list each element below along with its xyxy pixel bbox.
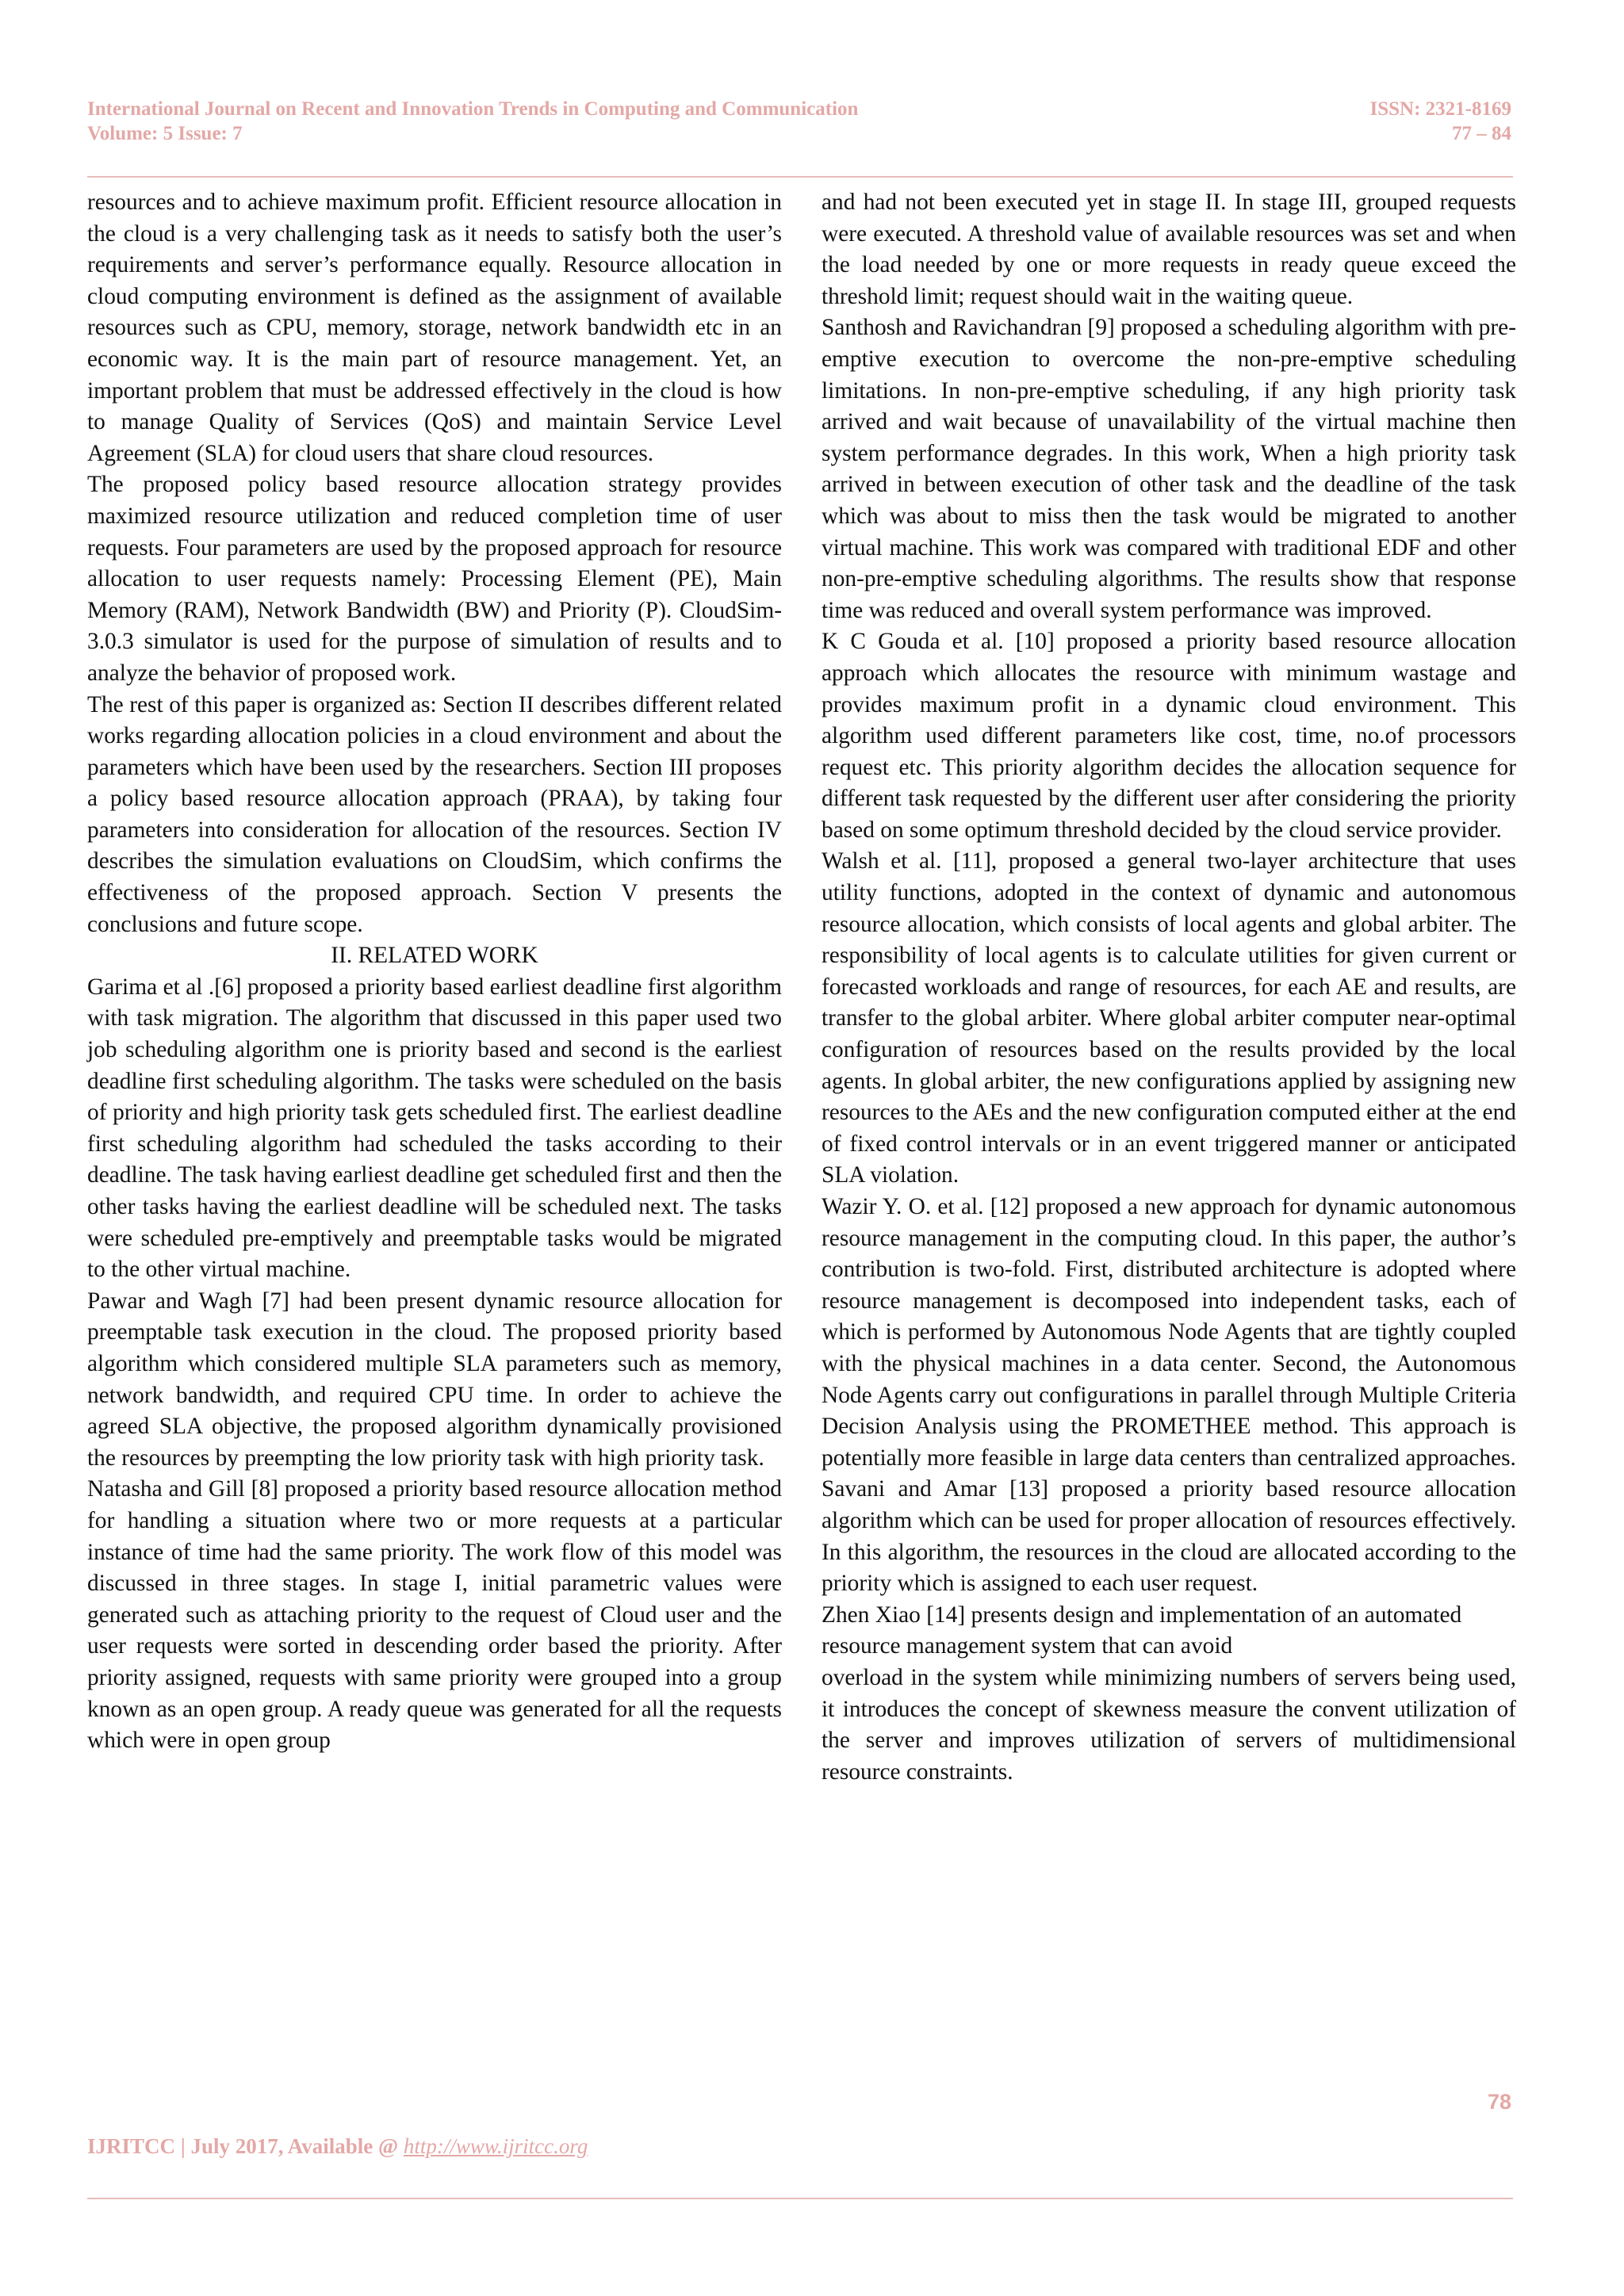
volume-issue: Volume: 5 Issue: 7 [87,123,243,144]
page-footer [87,2134,588,2159]
issn: ISSN: 2321-8169 [1369,98,1511,120]
left-column [87,187,782,1757]
paragraph: K C Gouda et al. [10] proposed a priority based resource allocation approach which allocates the resource with minimum wastage and provides maximum profit in a dynamic cloud environment. This algorithm used different parameters like cost, time, no.of processors request etc. This priority algorithm decides the allocation sequence for different task requested by the different user after considering the priority based on some optimum threshold decided by the cloud service provider. [822,629,1516,843]
header-left [87,97,858,146]
paragraph: Savani and Amar [13] proposed a priority based resource allocation algorithm which can be used for proper allocation of resources effectively. In this algorithm, the resources in the cloud are allocated according to the priority which is assigned to each user request. [822,1476,1516,1597]
footer-rule [87,2198,1513,2199]
footer-text: IJRITCC | July 2017, Available @ [87,2134,404,2158]
page-number: 78 [1487,2090,1511,2114]
paragraph: Walsh et al. [11], proposed a general two-layer architecture that uses utility functions, adopted in the context of dynamic and autonomous resource allocation, which consists of local agents and global arbiter. The responsibility of local agents is to calculate utilities for given current or forecasted workloads and range of resources, for each AE and results, are transfer to the global arbiter. Where global arbiter computer near-optimal configuration of resources based on the results provided by the local agents. In global arbiter, the new configurations applied by assigning new resources to the AEs and the new configuration computed either at the end of fixed control intervals or in an event triggered manner or anticipated SLA violation. [822,848,1516,1188]
paragraph: and had not been executed yet in stage II. In stage III, grouped requests were executed. A threshold value of available resources was set and when the load needed by one or more requests in ready queue exceed the threshold limit; request should wait in the waiting queue. [822,189,1516,309]
journal-link[interactable]: http://www.ijritcc.org [403,2134,588,2158]
paragraph: Garima et al .[6] proposed a priority based earliest deadline first algorithm with task migration. The algorithm that discussed in this paper used two job scheduling algorithm one is priority based and second is the earliest deadline first scheduling algorithm. The tasks were scheduled on the basis of priority and high priority task gets scheduled first. The earliest deadline first scheduling algorithm had scheduled the tasks according to their deadline. The task having earliest deadline get scheduled first and then the other tasks having the earliest deadline will be scheduled next. The tasks were scheduled pre-emptively and preemptable tasks would be migrated to the other virtual machine. [87,974,782,1283]
paragraph: Wazir Y. O. et al. [12] proposed a new approach for dynamic autonomous resource management in the computing cloud. In this paper, the author’s contribution is two-fold. First, distributed architecture is adopted where resource management is decomposed into independent tasks, each of which is performed by Autonomous Node Agents that are tightly coupled with the physical machines in a data center. Second, the Autonomous Node Agents carry out configurations in parallel through Multiple Criteria Decision Analysis using the PROMETHEE method. This approach is potentially more feasible in large data centers than centralized approaches. [822,1194,1516,1471]
page-range: 77 – 84 [1452,123,1511,144]
right-column [822,187,1516,1788]
paragraph: resources and to achieve maximum profit. Efficient resource allocation in the cloud is a very challenging task as it needs to satisfy both the user’s requirements and server’s performance equally. Resource allocation in cloud computing environment is defined as the assignment of available resources such as CPU, memory, storage, network bandwidth etc in an economic way. It is the main part of resource management. Yet, an important problem that must be addressed effectively in the cloud is how to manage Quality of Services (QoS) and maintain Service Level Agreement (SLA) for cloud users that share cloud resources. [87,189,782,466]
paragraph: Zhen Xiao [14] presents design and implementation of an automated resource management system that can avoid [822,1601,1462,1659]
paragraph: The rest of this paper is organized as: Section II describes different related works regarding allocation policies in a cloud environment and about the parameters which have been used by the researchers. Section III proposes a policy based resource allocation approach (PRAA), by taking four parameters into consideration for allocation of the resources. Section IV describes the simulation evaluations on CloudSim, which confirms the effectiveness of the proposed approach. Section V presents the conclusions and future scope. [87,691,782,937]
paragraph: Pawar and Wagh [7] had been present dynamic resource allocation for preemptable task execution in the cloud. The proposed priority based algorithm which considered multiple SLA parameters such as memory, network bandwidth, and required CPU time. In order to achieve the agreed SLA objective, the proposed algorithm dynamically provisioned the resources by preempting the low priority task with high priority task. [87,1288,782,1471]
paragraph: Natasha and Gill [8] proposed a priority based resource allocation method for handling a situation where two or more requests at a particular instance of time had the same priority. The work flow of this model was discussed in three stages. In stage I, initial parametric values were generated such as attaching priority to the request of Cloud user and the user requests were sorted in descending order based the priority. After priority assigned, requests with same priority were grouped into a group known as an open group. A ready queue was generated for all the requests which were in open group [87,1476,782,1754]
paragraph: overload in the system while minimizing numbers of servers being used, it introduces the concept of skewness measure the convent utilization of the server and improves utilization of servers of multidimensional resource constraints. [822,1664,1516,1785]
journal-title: International Journal on Recent and Innovation Trends in Computing and Communication [87,98,859,120]
paragraph: Santhosh and Ravichandran [9] proposed a scheduling algorithm with pre-emptive execution to overcome the non-pre-emptive scheduling limitations. In non-pre-emptive scheduling, if any high priority task arrived and wait because of unavailability of the virtual machine then system performance degrades. In this work, When a high priority task arrived in between execution of other task and the deadline of the task which was about to miss then the task would be migrated to another virtual machine. This work was compared with traditional EDF and other non-pre-emptive scheduling algorithms. The results show that response time was reduced and overall system performance was improved. [822,315,1516,623]
section-heading: II. RELATED WORK [331,943,538,969]
paragraph: The proposed policy based resource allocation strategy provides maximized resource utilization and reduced completion time of user requests. Four parameters are used by the proposed approach for resource allocation to user requests namely: Processing Element (PE), Main Memory (RAM), Network Bandwidth (BW) and Priority (P). CloudSim-3.0.3 simulator is used for the purpose of simulation of results and to analyze the behavior of proposed work. [87,472,782,686]
header-right [1370,97,1512,146]
header-rule [87,176,1513,178]
